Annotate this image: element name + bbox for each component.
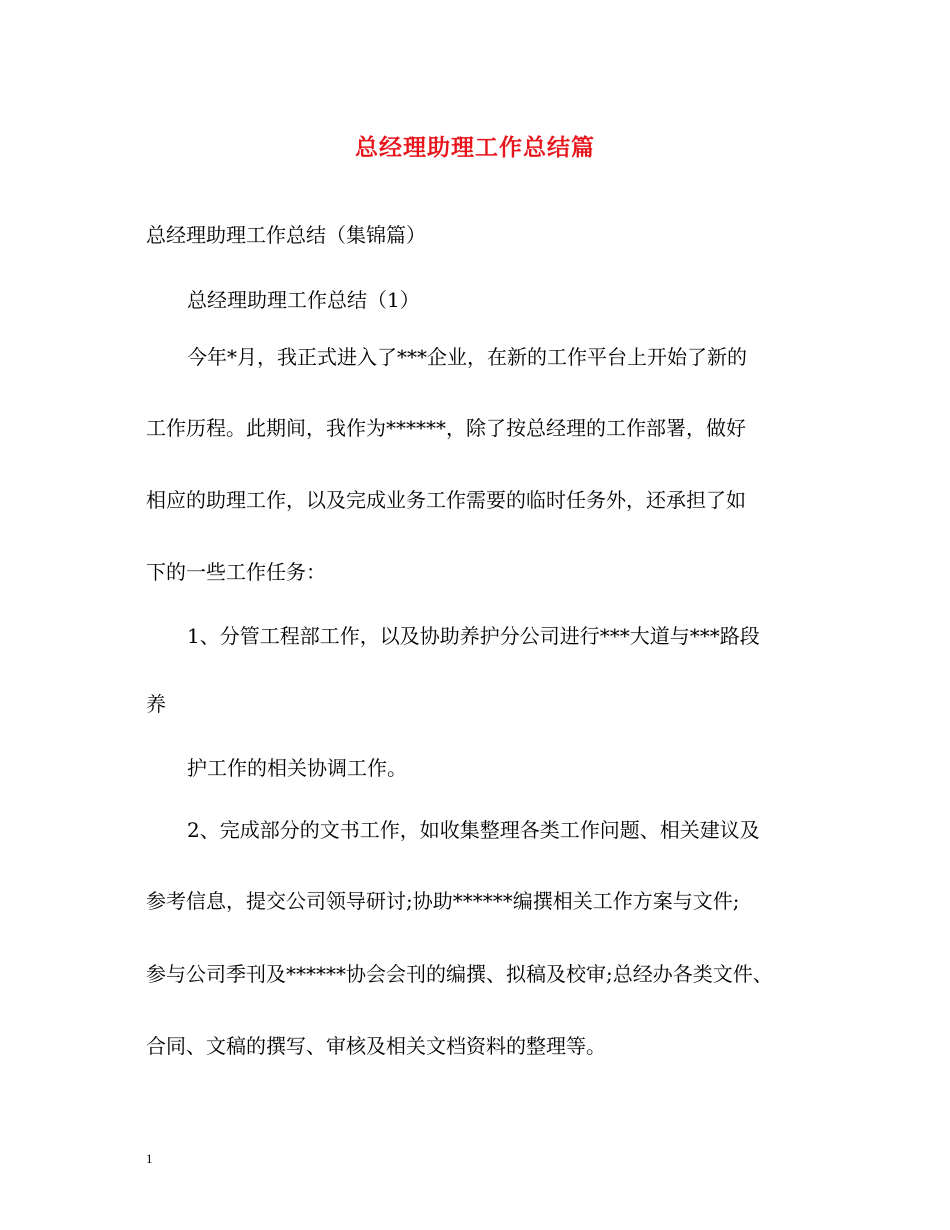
- paragraph-line: 1、分管工程部工作，以及协助养护分公司进行***大道与***路段: [187, 624, 760, 648]
- paragraph-line: 护工作的相关协调工作。: [187, 756, 407, 780]
- page-number: 1: [146, 1151, 153, 1166]
- paragraph-line: 养: [146, 692, 166, 716]
- document-subtitle: 总经理助理工作总结（集锦篇）: [146, 223, 426, 247]
- paragraph-line: 2、完成部分的文书工作，如收集整理各类工作问题、相关建议及: [187, 818, 760, 842]
- paragraph-line: 下的一些工作任务：: [146, 560, 326, 584]
- paragraph-line: 合同、文稿的撰写、审核及相关文档资料的整理等。: [146, 1034, 606, 1058]
- paragraph-line: 参与公司季刊及******协会会刊的编撰、拟稿及校审;总经办各类文件、: [146, 962, 773, 986]
- paragraph-line: 工作历程。此期间，我作为******，除了按总经理的工作部署，做好: [146, 416, 746, 440]
- document-title: 总经理助理工作总结篇: [355, 135, 595, 161]
- paragraph-line: 今年*月，我正式进入了***企业，在新的工作平台上开始了新的: [187, 345, 747, 369]
- paragraph-line: 相应的助理工作，以及完成业务工作需要的临时任务外，还承担了如: [146, 488, 746, 512]
- paragraph-line: 参考信息，提交公司领导研讨;协助******编撰相关工作方案与文件;: [146, 889, 740, 913]
- section-heading: 总经理助理工作总结（1）: [187, 288, 420, 312]
